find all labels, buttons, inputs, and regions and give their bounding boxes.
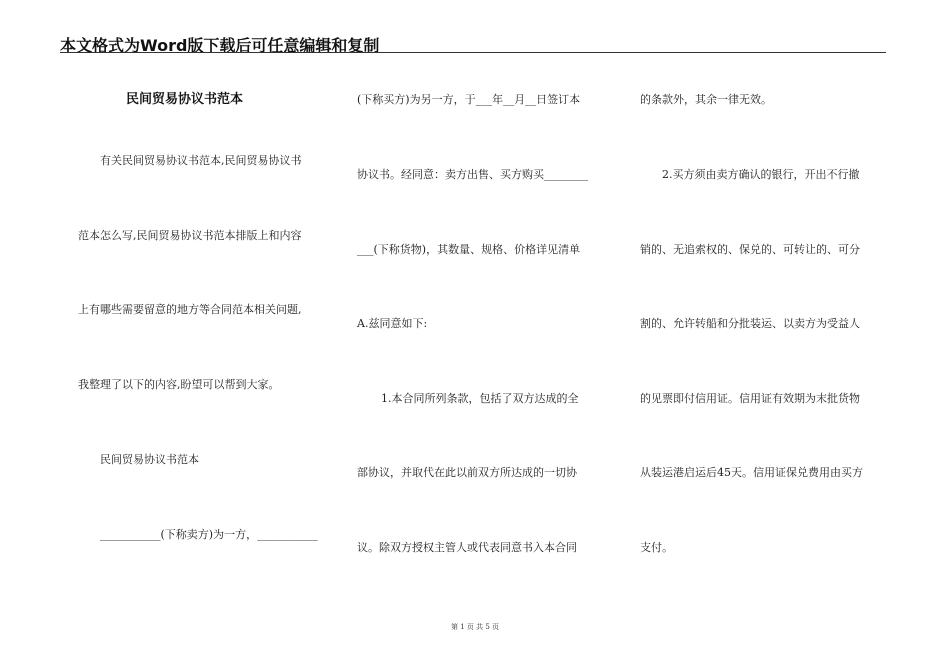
paragraph-line: 2.买方须由卖方确认的银行，开出不行撤 (662, 168, 860, 181)
paragraph-line: 支付。 (640, 541, 673, 554)
paragraph-line: 部协议，并取代在此以前双方所达成的一切协 (357, 466, 577, 479)
paragraph-line: 上有哪些需要留意的地方等合同范本相关问题, (78, 303, 302, 316)
paragraph-line: 从装运港启运后45天。信用证保兑费用由买方 (640, 466, 863, 479)
section-heading: 民间贸易协议书范本 (100, 453, 199, 466)
paragraph-line: ___(下称货物)，其数量、规格、价格详见清单 (357, 243, 581, 256)
paragraph-line: 有关民间贸易协议书范本,民间贸易协议书 (100, 154, 302, 167)
paragraph-line: 协议书。经同意：卖方出售、买方购买________ (357, 168, 588, 181)
page-number: 第 1 页 共 5 页 (450, 623, 500, 631)
paragraph-line: 我整理了以下的内容,盼望可以帮到大家。 (78, 378, 280, 391)
section-heading: A.兹同意如下: (357, 317, 428, 330)
paragraph-line: 的条款外，其余一律无效。 (640, 93, 772, 106)
document-title: 民间贸易协议书范本 (126, 92, 244, 107)
column-1 (78, 0, 330, 672)
paragraph-line: 割的、允许转船和分批装运、以卖方为受益人 (640, 317, 860, 330)
paragraph-line: (下称买方)为另一方，于___年__月__日签订本 (357, 93, 581, 106)
paragraph-line: ___________(下称卖方)为一方，___________ (100, 528, 318, 541)
column-3 (640, 0, 886, 672)
header-title: 本文格式为Word版下载后可任意编辑和复制 (60, 36, 380, 55)
paragraph-line: 议。除双方授权主管人或代表同意书入本合同 (357, 541, 577, 554)
column-2 (357, 0, 607, 672)
paragraph-line: 销的、无追索权的、保兑的、可转让的、可分 (640, 243, 860, 256)
paragraph-line: 1.本合同所列条款，包括了双方达成的全 (381, 392, 579, 405)
paragraph-line: 的见票即付信用证。信用证有效期为末批货物 (640, 392, 860, 405)
paragraph-line: 范本怎么写,民间贸易协议书范本排版上和内容 (78, 229, 302, 242)
